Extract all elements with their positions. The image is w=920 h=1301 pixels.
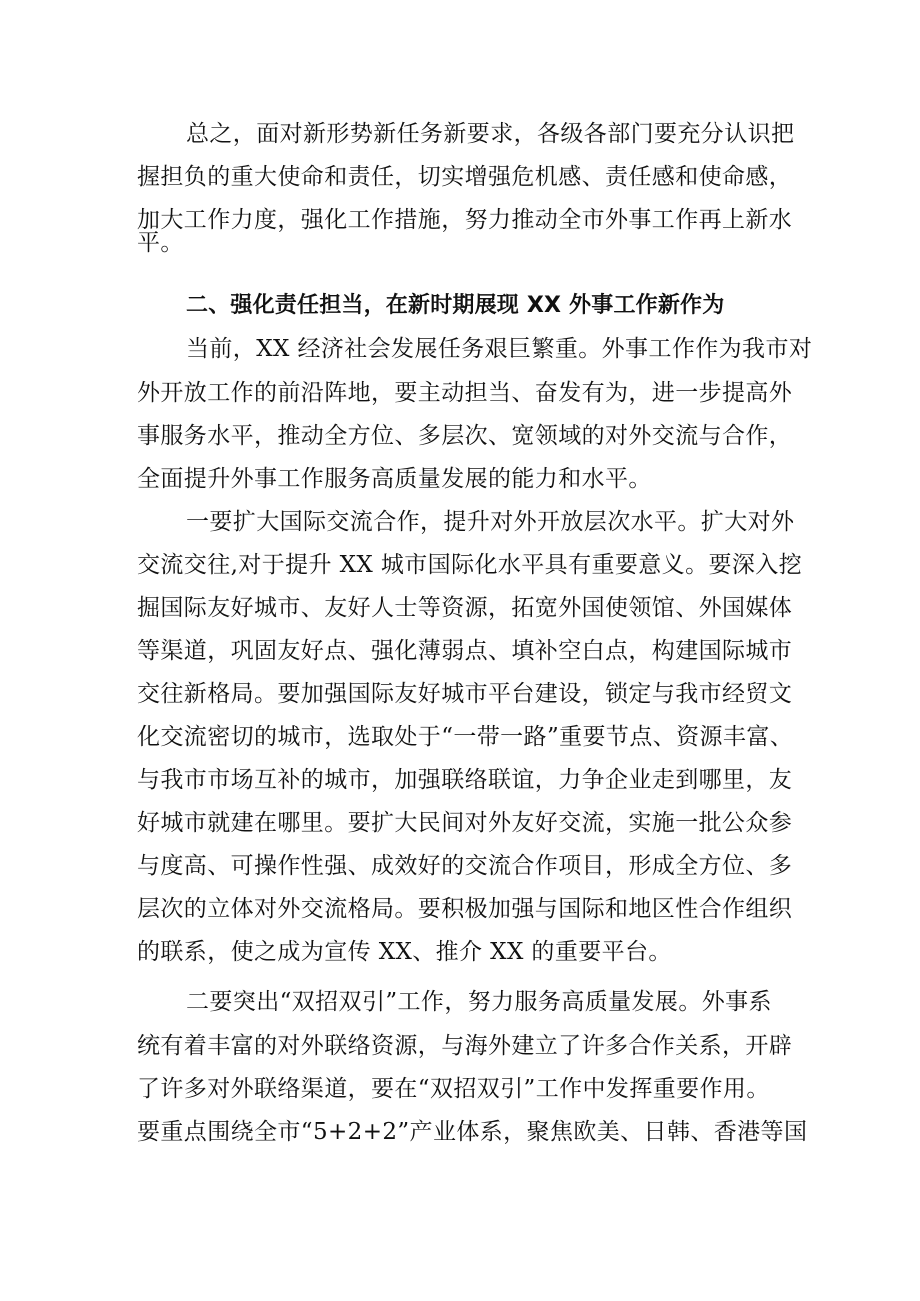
paragraph-line: 握担负的重大使命和责任，切实增强危机感、责任感和使命感， bbox=[137, 164, 793, 190]
paragraph-line: 与度高、可操作性强、成效好的交流合作项目，形成全方位、多 bbox=[137, 853, 793, 879]
section-heading: 二、强化责任担当，在新时期展现 XX 外事工作新作为 bbox=[186, 293, 725, 318]
paragraph-line: 了许多对外联络渠道，要在“双招双引”工作中发挥重要作用。 bbox=[137, 1076, 770, 1102]
paragraph-line: 加大工作力度，强化工作措施，努力推动全市外事工作再上新水 bbox=[137, 207, 793, 233]
paragraph-line: 外开放工作的前沿阵地，要主动担当、奋发有为，进一步提高外 bbox=[137, 380, 793, 406]
paragraph-line: 事服务水平，推动全方位、多层次、宽领域的对外交流与合作， bbox=[137, 423, 793, 449]
paragraph-line: 层次的立体对外交流格局。要积极加强与国际和地区性合作组织 bbox=[137, 896, 793, 922]
paragraph-line: 一要扩大国际交流合作，提升对外开放层次水平。扩大对外 bbox=[186, 509, 795, 535]
paragraph-line: 要重点围绕全市“5+2+2”产业体系，聚焦欧美、日韩、香港等国 bbox=[137, 1119, 808, 1145]
paragraph-line: 化交流密切的城市，选取处于“一带一路”重要节点、资源丰富、 bbox=[137, 724, 794, 750]
paragraph-line: 当前，XX 经济社会发展任务艰巨繁重。外事工作作为我市对 bbox=[186, 336, 813, 362]
paragraph-line: 交流交往,对于提升 XX 城市国际化水平具有重要意义。要深入挖 bbox=[137, 552, 803, 578]
paragraph-line: 交往新格局。要加强国际友好城市平台建设，锁定与我市经贸文 bbox=[137, 681, 793, 707]
paragraph-line: 的联系，使之成为宣传 XX、推介 XX 的重要平台。 bbox=[137, 939, 672, 965]
paragraph-line-last: 平。 bbox=[137, 230, 184, 256]
paragraph-line: 总之，面对新形势新任务新要求，各级各部门要充分认识把 bbox=[186, 121, 795, 147]
paragraph-line: 全面提升外事工作服务高质量发展的能力和水平。 bbox=[137, 466, 652, 492]
paragraph-line: 统有着丰富的对外联络资源，与海外建立了许多合作关系，开辟 bbox=[137, 1033, 793, 1059]
paragraph-line: 掘国际友好城市、友好人士等资源，拓宽外国使领馆、外国媒体 bbox=[137, 595, 793, 621]
paragraph-line: 二要突出“双招双引”工作，努力服务高质量发展。外事系 bbox=[186, 989, 772, 1015]
paragraph-line: 与我市市场互补的城市，加强联络联谊，力争企业走到哪里，友 bbox=[137, 767, 793, 793]
paragraph-line: 等渠道，巩固友好点、强化薄弱点、填补空白点，构建国际城市 bbox=[137, 638, 793, 664]
paragraph-line: 好城市就建在哪里。要扩大民间对外友好交流，实施一批公众参 bbox=[137, 810, 793, 836]
